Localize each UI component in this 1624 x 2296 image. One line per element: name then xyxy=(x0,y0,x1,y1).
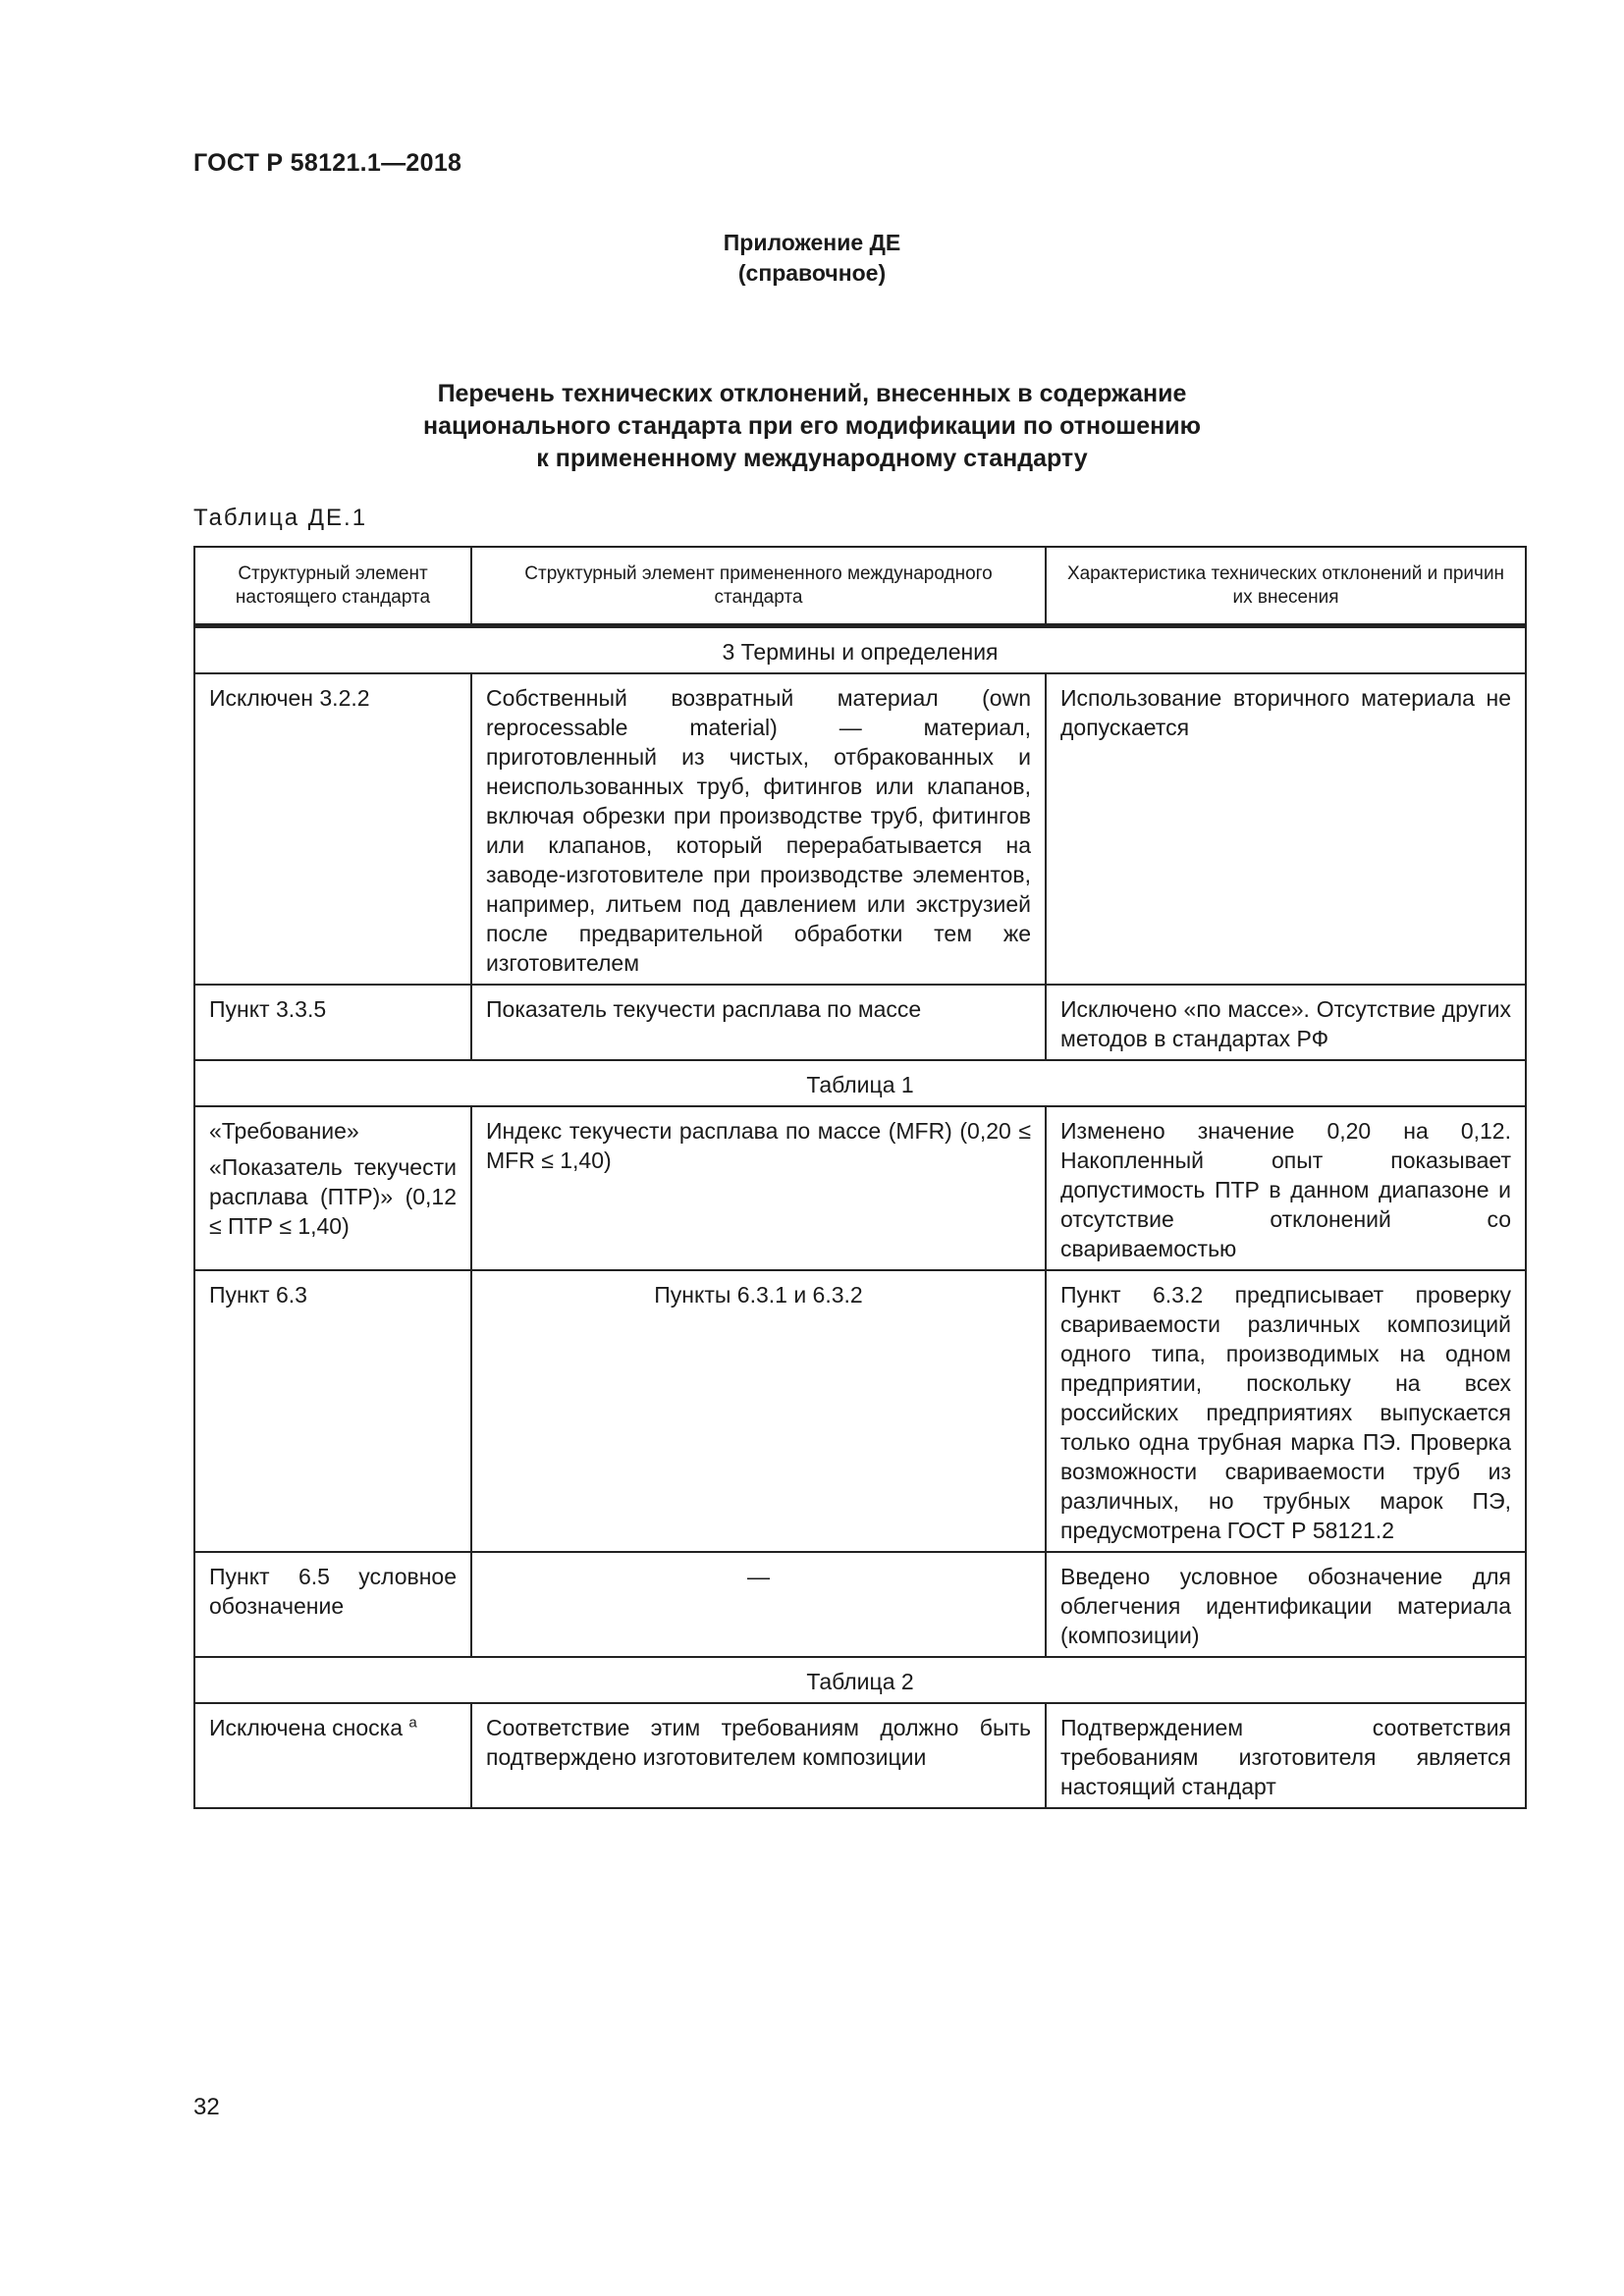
header-cell-international-element: Структурный элемент примененного международного стандарта xyxy=(471,547,1046,626)
section-row xyxy=(194,1657,1526,1703)
appendix-title: Приложение ДЕ xyxy=(723,230,901,255)
header-cell-deviation-description: Характеристика технических отклонений и причин их внесения xyxy=(1046,547,1526,626)
cell-national: Пункт 3.3.5 xyxy=(194,985,471,1060)
table-row xyxy=(194,1106,1526,1270)
cell-deviation: Использование вторичного материала не допускается xyxy=(1046,673,1526,985)
deviations-table xyxy=(193,546,1527,1809)
section-row xyxy=(194,626,1526,674)
cell-deviation: Подтверждением соответствия требованиям изготовителя является настоящий стандарт xyxy=(1046,1703,1526,1808)
cell-national: Исключен 3.2.2 xyxy=(194,673,471,985)
cell-national: Пункт 6.3 xyxy=(194,1270,471,1552)
cell-international: Соответствие этим требованиям должно быть подтверждено изготовителем композиции xyxy=(471,1703,1046,1808)
title-line: национального стандарта при его модификации по отношению xyxy=(423,412,1201,440)
cell-text: Исключена сноска xyxy=(209,1715,404,1740)
cell-deviation: Исключено «по массе». Отсутствие других методов в стандартах РФ xyxy=(1046,985,1526,1060)
cell-national xyxy=(194,1703,471,1808)
appendix-kind: (справочное) xyxy=(737,260,887,286)
table-row xyxy=(194,1552,1526,1657)
table-row xyxy=(194,1703,1526,1808)
title-line: к примененному международному стандарту xyxy=(536,445,1088,472)
page-number: 32 xyxy=(193,2094,220,2120)
footnote-marker: а xyxy=(408,1714,417,1732)
title-line: Перечень технических отклонений, внесенных в содержание xyxy=(437,380,1187,407)
cell-international: — xyxy=(471,1552,1046,1657)
section-table2: Таблица 2 xyxy=(194,1657,1526,1703)
appendix-heading xyxy=(0,228,1624,289)
table-row xyxy=(194,1270,1526,1552)
cell-national: Пункт 6.5 условное обозначение xyxy=(194,1552,471,1657)
section-table1: Таблица 1 xyxy=(194,1060,1526,1106)
cell-paragraph: «Показатель текучести расплава (ПТР)» (0,12 ≤ ПТР ≤ 1,40) xyxy=(209,1154,457,1239)
cell-international: Индекс текучести расплава по массе (MFR) (0,20 ≤ MFR ≤ 1,40) xyxy=(471,1106,1046,1270)
cell-national xyxy=(194,1106,471,1270)
cell-deviation: Введено условное обозначение для облегчения идентификации материала (композиции) xyxy=(1046,1552,1526,1657)
table-caption: Таблица ДЕ.1 xyxy=(193,505,368,531)
table-header-row xyxy=(194,547,1526,626)
cell-international: Собственный возвратный материал (own reprocessable material) — материал, приготовленный из чистых, отбракованных и неиспользованных труб, фитингов или клапанов, включая обрезки при производстве труб, фитингов или клапанов, который перерабатывается на заводе-изготовителе при производстве элементов, например, литьем под давлением или экструзией после предварительной обработки тем же изготовителем xyxy=(471,673,1046,985)
cell-international: Показатель текучести расплава по массе xyxy=(471,985,1046,1060)
cell-deviation: Пункт 6.3.2 предписывает проверку свариваемости различных композиций одного типа, производимых на одном предприятии, поскольку на всех российских предприятиях выпускается только одна трубная марка ПЭ. Проверка возможности свариваемости труб из различных, но трубных марок ПЭ, предусмотрена ГОСТ Р 58121.2 xyxy=(1046,1270,1526,1552)
cell-deviation: Изменено значение 0,20 на 0,12. Накопленный опыт показывает допустимость ПТР в данном диапазоне и отсутствие отклонений со свариваемостью xyxy=(1046,1106,1526,1270)
table-row xyxy=(194,985,1526,1060)
section-row xyxy=(194,1060,1526,1106)
document-title xyxy=(0,378,1624,475)
header-cell-national-element: Структурный элемент настоящего стандарта xyxy=(194,547,471,626)
table-row xyxy=(194,673,1526,985)
cell-paragraph: «Требование» xyxy=(209,1118,359,1144)
document-code: ГОСТ Р 58121.1—2018 xyxy=(193,149,462,177)
section-terms: 3 Термины и определения xyxy=(194,626,1526,674)
cell-international: Пункты 6.3.1 и 6.3.2 xyxy=(471,1270,1046,1552)
